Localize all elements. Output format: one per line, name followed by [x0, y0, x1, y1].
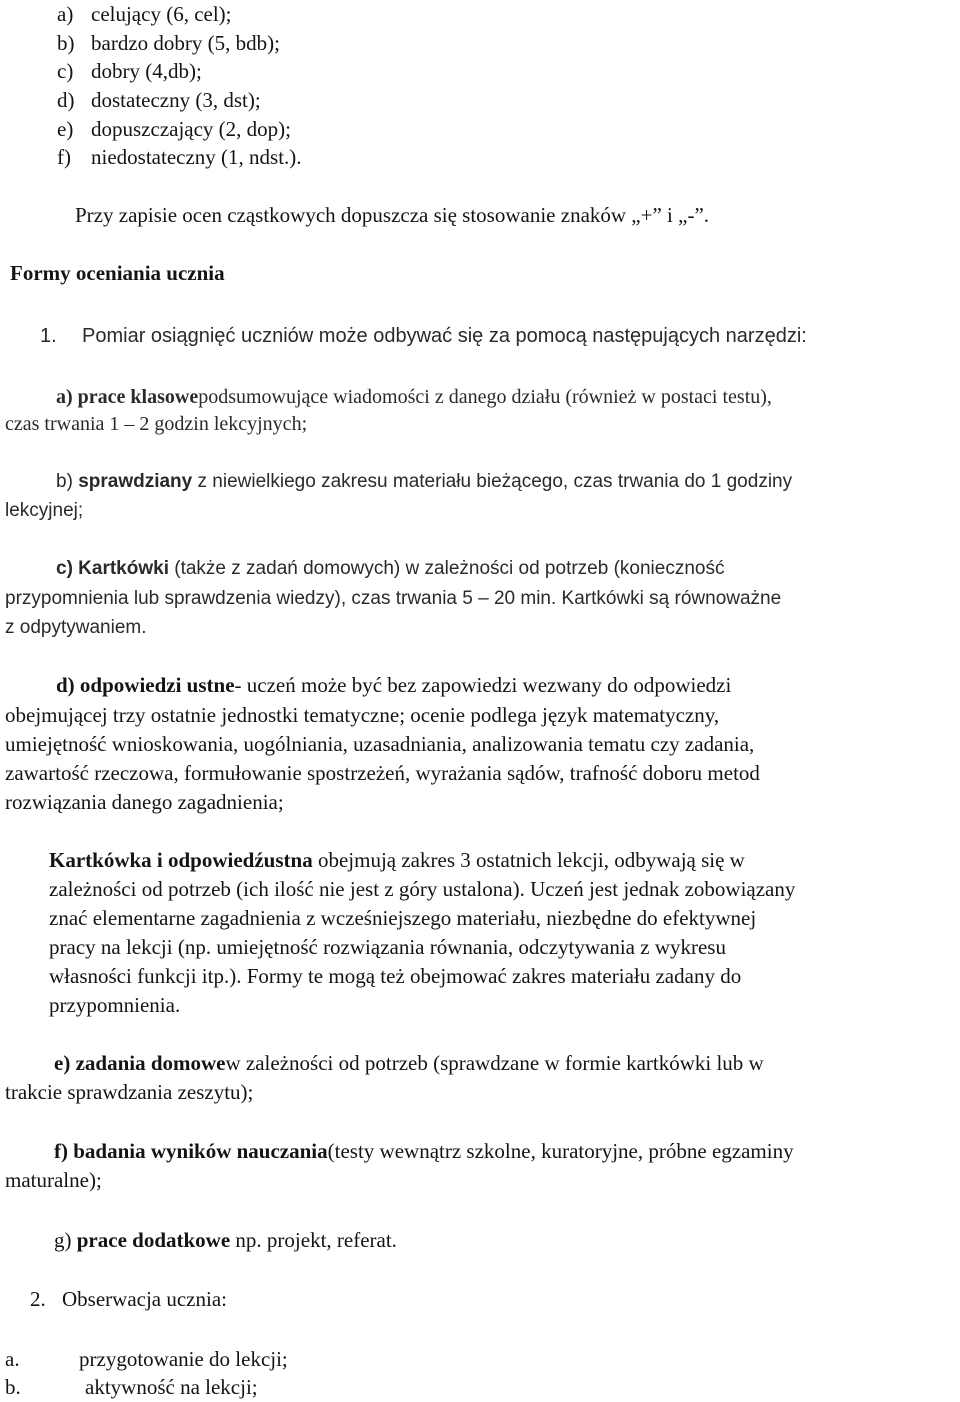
list-item-text: celujący (6, cel);: [91, 2, 232, 26]
paragraph-text: obejmują zakres 3 ostatnich lekcji, odbywają się w: [312, 848, 745, 872]
section-heading: Formy oceniania ucznia: [10, 261, 225, 285]
item-text: Obserwacja ucznia:: [62, 1287, 227, 1311]
paragraph-text: w zależności od potrzeb (sprawdzane w formie kartkówki lub w: [225, 1051, 764, 1075]
paragraph-line: maturalne);: [5, 1168, 102, 1192]
paragraph-line: [56, 554, 724, 583]
paragraph-line: własności funkcji itp.). Formy te mogą też obejmować zakres materiału zadany do: [49, 964, 742, 988]
paragraph-line: przypomnienia lub sprawdzenia wiedzy), czas trwania 5 – 20 min. Kartkówki są równoważne: [5, 588, 782, 609]
tool-prefix: g): [54, 1228, 77, 1252]
tool-label: a) prace klasowe: [56, 386, 199, 408]
list-marker: d): [57, 88, 75, 112]
paragraph-line: z odpytywaniem.: [5, 617, 147, 638]
list-marker: c): [57, 59, 74, 83]
paragraph-line: znać elementarne zagadnienia z wcześniejszego materiału, niezbędne do efektywnej: [49, 906, 757, 930]
tool-prace-dodatkowe: [54, 1226, 397, 1255]
list-item-text: bardzo dobry (5, bdb);: [91, 31, 280, 55]
paragraph-text: podsumowujące wiadomości z danego działu (również w postaci testu),: [198, 386, 772, 408]
list-item-text: aktywność na lekcji;: [85, 1375, 258, 1399]
tool-label: prace dodatkowe: [76, 1228, 231, 1252]
tool-label: f) badania wyników nauczania: [54, 1139, 328, 1163]
list-marker: a): [57, 2, 74, 26]
paragraph-line: [54, 1049, 764, 1078]
list-marker: a.: [5, 1347, 20, 1371]
item-number: 1.: [40, 325, 57, 347]
note-label: Kartkówka i odpowiedźustna: [49, 848, 313, 872]
paragraph-line: [56, 671, 731, 700]
paragraph-line: czas trwania 1 – 2 godzin lekcyjnych;: [5, 413, 308, 435]
paragraph-text: (także z zadań domowych) w zależności od potrzeb (konieczność: [168, 558, 725, 579]
paragraph-line: zawartość rzeczowa, formułowanie spostrzeżeń, wyrażania sądów, trafność doboru metod: [5, 761, 760, 785]
paragraph-line: [54, 1137, 794, 1166]
item-number: 2.: [30, 1287, 46, 1311]
tool-label: sprawdziany: [78, 471, 193, 492]
paragraph-line: pracy na lekcji (np. umiejętność rozwiązania równania, odczytywania z wykresu: [49, 935, 726, 959]
tool-label: d) odpowiedzi ustne: [56, 673, 235, 697]
signs-note: Przy zapisie ocen cząstkowych dopuszcza się stosowanie znaków „+” i „-”.: [75, 203, 710, 227]
list-item-text: niedostateczny (1, ndst.).: [91, 145, 302, 169]
list-item-text: dobry (4,db);: [91, 59, 202, 83]
paragraph-line: przypomnienia.: [49, 993, 181, 1017]
paragraph-line: umiejętność wnioskowania, uogólniania, uzasadniania, analizowania tematu czy zadania,: [5, 732, 755, 756]
list-item-text: przygotowanie do lekcji;: [79, 1347, 288, 1371]
paragraph-text: (testy wewnątrz szkolne, kuratoryjne, próbne egzaminy: [327, 1139, 794, 1163]
paragraph-line: trakcie sprawdzania zeszytu);: [5, 1080, 254, 1104]
tool-prefix: b): [56, 471, 79, 492]
paragraph-line: lekcyjnej;: [5, 500, 84, 521]
tool-label: c) Kartkówki: [56, 558, 169, 579]
list-marker: b.: [5, 1375, 21, 1399]
paragraph-line: rozwiązania danego zagadnienia;: [5, 790, 284, 814]
paragraph-line: [56, 467, 792, 496]
item-text: Pomiar osiągnięć uczniów może odbywać się za pomocą następujących narzędzi:: [82, 325, 807, 347]
list-item-text: dostateczny (3, dst);: [91, 88, 261, 112]
paragraph-line: zależności od potrzeb (ich ilość nie jest z góry ustalona). Uczeń jest jednak zobowiązany: [49, 877, 796, 901]
list-marker: f): [57, 145, 71, 169]
tool-label: e) zadania domowe: [54, 1051, 226, 1075]
paragraph-line: [49, 846, 745, 875]
list-marker: b): [57, 31, 75, 55]
paragraph-text: - uczeń może być bez zapowiedzi wezwany do odpowiedzi: [234, 673, 732, 697]
paragraph-text: np. projekt, referat.: [230, 1228, 397, 1252]
list-item-text: dopuszczający (2, dop);: [91, 117, 292, 141]
paragraph-line: obejmującej trzy ostatnie jednostki tematyczne; ocenie podlega język matematyczny,: [5, 703, 720, 727]
list-marker: e): [57, 117, 74, 141]
paragraph-line: [56, 383, 772, 412]
paragraph-text: z niewielkiego zakresu materiału bieżącego, czas trwania do 1 godziny: [192, 471, 793, 492]
